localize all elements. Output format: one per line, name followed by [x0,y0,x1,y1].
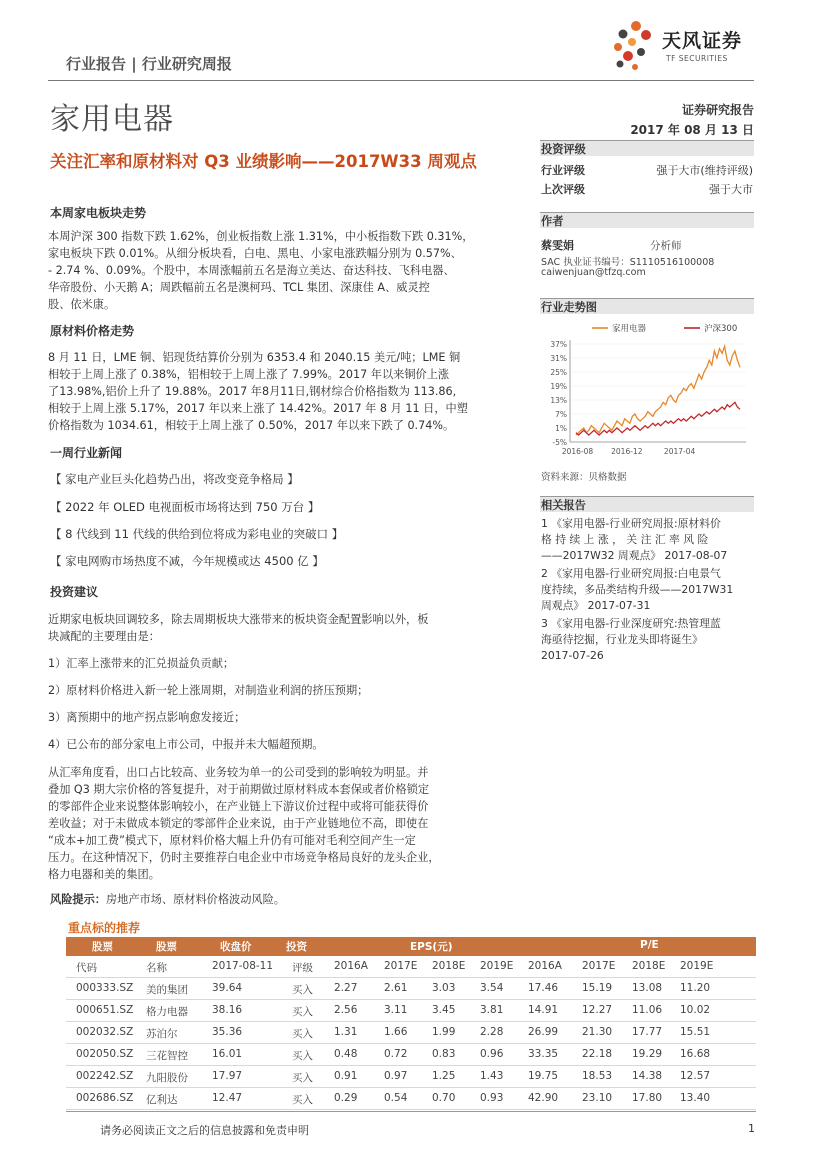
table-cell: 13.40 [680,1092,711,1104]
section-heading: 本周家电板块走势 [50,206,147,220]
related-line: 格 持 续 上 涨 ， 关 注 汇 率 风 险 [541,533,709,546]
related-line: 3 《家用电器-行业深度研究:热管理蓝 [541,617,721,630]
report-headline: 关注汇率和原材料对 Q3 业绩影响——2017W33 周观点 [50,152,477,171]
news-item[interactable]: 【 8 代线到 11 代线的供给到位将成为彩电业的突破口 】 [50,527,344,541]
related-line: 2 《家用电器-行业研究周报:白电景气 [541,567,721,580]
page-number: 1 [748,1122,755,1135]
table-cell: 21.30 [582,1026,613,1038]
table-cell: 002242.SZ [76,1070,134,1082]
table-cell: 0.70 [432,1092,456,1104]
footer-disclaimer: 请务必阅读正文之后的信息披露和免责申明 [100,1124,309,1137]
reason-item: 3）离预期中的地产拐点影响愈发接近； [48,711,246,724]
table-cell: 12.47 [212,1092,243,1104]
table-cell: 三花智控 [146,1050,188,1062]
news-item[interactable]: 【 家电网购市场热度不减，今年规模或达 4500 亿 】 [50,554,324,568]
text-line: 压力。在这种情况下，仍时主要推荐白电企业中市场竞争格局良好的龙头企业， [48,851,440,864]
risk-note [50,891,285,907]
logo-mark-icon [608,18,664,74]
report-category: 行业报告 | 行业研究周报 [66,55,232,73]
table-cell: 38.16 [212,1004,243,1016]
risk-text: 房地产市场、原材料价格波动风险。 [105,893,285,906]
logo-text: 天风证券 [662,30,743,52]
table-cell: 23.10 [582,1092,613,1104]
reason-item: 4）已公布的部分家电上市公司，中报并未大幅超预期。 [48,738,324,751]
related-line: 2017-07-26 [541,649,604,662]
y-tick-label: 25% [550,368,567,377]
table-cell: 2.61 [384,982,408,994]
table-cell: 代码 [76,962,97,974]
y-tick-label: -5% [552,438,567,447]
table-cell: 2018E [632,960,666,972]
author-email[interactable]: caiwenjuan@tfzq.com [541,267,646,278]
table-subheader [66,957,756,978]
rating-value: 强于大市 [709,183,753,196]
table-cell: 16.68 [680,1048,711,1060]
materials-summary [48,349,523,434]
text-line: 股、依米康。 [48,298,116,311]
related-line: 1 《家用电器-行业研究周报:原材料价 [541,517,721,530]
author-title: 分析师 [650,240,682,252]
y-tick-label: 31% [550,354,567,363]
rating-row [541,162,753,178]
col-header: 股票 [156,941,177,953]
y-tick-label: 19% [550,382,567,391]
investment-analysis [48,764,523,883]
table-cell: 10.02 [680,1004,711,1016]
table-cell: 14.91 [528,1004,559,1016]
rating-heading: 投资评级 [541,143,586,156]
table-cell: 格力电器 [146,1006,188,1018]
y-tick-label: 37% [550,340,567,349]
related-line: 海亟待挖掘，行业龙头即将诞生》 [541,633,703,646]
col-header: P/E [640,939,659,951]
table-cell: 0.54 [384,1092,408,1104]
table-cell: 2016A [528,960,562,972]
table-cell: 名称 [146,962,167,974]
rating-key: 上次评级 [541,183,585,196]
table-cell: 16.01 [212,1048,243,1060]
table-cell: 买入 [292,1094,313,1106]
table-row [66,1001,756,1022]
rating-key: 行业评级 [541,164,585,177]
table-cell: 17.97 [212,1070,243,1082]
table-cell: 苏泊尔 [146,1028,178,1040]
table-cell: 15.19 [582,982,613,994]
table-cell: 美的集团 [146,984,188,996]
reason-item: 1）汇率上涨带来的汇兑损益负贡献； [48,657,235,670]
text-line: 华帝股份、小天鹅 A；周跌幅前五名是澳柯玛、TCL 集团、深康佳 A、威灵控 [48,281,430,294]
table-cell: 11.20 [680,982,711,994]
section-heading: 投资建议 [50,585,99,599]
table-cell: 2017E [384,960,418,972]
table-row [66,1045,756,1066]
table-cell: 17.77 [632,1026,663,1038]
sector-title: 家用电器 [50,102,174,137]
risk-label: 风险提示： [50,893,106,906]
table-row [66,1089,756,1110]
table-cell: 亿利达 [146,1094,178,1106]
text-line: 8 月 11 日，LME 铜、铝现货结算价分别为 6353.4 和 2040.15 美元/吨；LME 铜 [48,351,461,364]
section-heading: 一周行业新闻 [50,446,123,460]
table-row [66,979,756,1000]
text-line: 本周沪深 300 指数下跌 1.62%，创业板指数上涨 1.31%，中小板指数下跌 0.31%， [48,230,474,243]
report-type: 证券研究报告 [681,103,754,117]
table-cell: 买入 [292,1072,313,1084]
legend-label: 沪深300 [704,324,738,334]
text-line: 价格指数为 1034.61，相较于上周上涨了 0.50%，2017 年以来下跌了 0.74%。 [48,419,455,432]
table-cell: 3.11 [384,1004,408,1016]
col-header: 股票 [92,941,113,953]
table-cell: 评级 [292,962,313,974]
text-line: 块减配的主要理由是： [48,630,160,643]
x-tick-label: 2016-08 [561,447,594,456]
table-cell: 42.90 [528,1092,559,1104]
author-band [540,213,754,228]
table-row [66,1023,756,1044]
legend-label: 家用电器 [612,324,647,334]
table-cell: 002686.SZ [76,1092,134,1104]
y-tick-label: 1% [555,424,567,433]
series-line [576,346,740,435]
chart-heading: 行业走势图 [541,301,597,314]
table-cell: 九阳股份 [146,1072,188,1084]
text-line: 差收益；对于未做成本锁定的零部件企业来说，由于产业链地位不高，即使在 [48,817,429,830]
news-item[interactable]: 【 家电产业巨头化趋势凸出，将改变竞争格局 】 [50,472,299,486]
table-cell: 买入 [292,984,313,996]
table-cell: 19.29 [632,1048,663,1060]
reason-item: 2）原材料价格进入新一轮上涨周期，对制造业利润的挤压预期； [48,684,369,697]
table-cell: 17.46 [528,982,559,994]
related-line: ——2017W32 周观点》 2017-08-07 [541,549,728,562]
table-cell: 2.28 [480,1026,504,1038]
related-report[interactable] [541,616,753,664]
logo-subtext: TF SECURITIES [666,54,728,63]
table-cell: 17.80 [632,1092,663,1104]
table-cell: 1.25 [432,1070,456,1082]
table-cell: 19.75 [528,1070,559,1082]
text-line: 的零部件企业来说整体影响较小，在产业链上下游议价过程中或将可能获得价 [48,800,429,813]
table-cell: 3.81 [480,1004,504,1016]
table-cell: 0.93 [480,1092,504,1104]
table-cell: 002032.SZ [76,1026,134,1038]
table-cell: 000333.SZ [76,982,134,994]
table-cell: 12.27 [582,1004,613,1016]
table-cell: 3.03 [432,982,456,994]
author-heading: 作者 [541,215,564,228]
text-line: 叠加 Q3 期大宗价格的答复提升，对于前期做过原材料成本套保或者价格锁定 [48,783,430,796]
section-heading: 原材料价格走势 [50,324,135,338]
table-header [66,937,756,956]
related-line: 度持续，多品类结构升级——2017W31 [541,583,734,596]
table-cell: 22.18 [582,1048,613,1060]
text-line: “成本+加工费”模式下，原材料价格大幅上升仍有可能对毛利空间产生一定 [48,834,416,847]
col-header: EPS(元) [410,941,453,953]
table-cell: 2017-08-11 [212,960,274,972]
text-line: 了13.98%,铝价上升了 19.88%。2017 年8月11日,钢材综合价格指数为 113.86, [48,385,457,398]
table-bottom-rule [66,1111,756,1112]
market-summary [48,228,523,313]
table-cell: 1.99 [432,1026,456,1038]
table-cell: 3.45 [432,1004,456,1016]
news-item[interactable]: 【 2022 年 OLED 电视面板市场将达到 750 万台 】 [50,500,320,514]
chart-source: 资料来源：贝格数据 [541,472,627,483]
investment-intro [48,611,523,645]
table-cell: 12.57 [680,1070,711,1082]
y-tick-label: 7% [555,410,567,419]
table-cell: 2018E [432,960,466,972]
table-cell: 15.51 [680,1026,711,1038]
table-cell: 买入 [292,1006,313,1018]
table-cell: 13.08 [632,982,663,994]
text-line: 从汇率角度看，出口占比较高、业务较为单一的公司受到的影响较为明显。并 [48,766,429,779]
table-cell: 2.56 [334,1004,358,1016]
col-header: 收盘价 [220,941,252,953]
table-cell: 000651.SZ [76,1004,134,1016]
table-cell: 0.72 [384,1048,408,1060]
table-cell: 18.53 [582,1070,613,1082]
text-line: 相较于上周上涨 5.17%，2017 年以来上涨了 14.42%。2017 年 8 月 11 日，中塑 [48,402,468,415]
table-cell: 2.27 [334,982,358,994]
related-line: 周观点》 2017-07-31 [541,599,651,612]
col-header: 投资 [286,941,307,953]
table-cell: 1.43 [480,1070,504,1082]
table-cell: 1.66 [384,1026,408,1038]
industry-trend-chart [540,318,756,464]
related-report[interactable] [541,516,753,564]
rating-row [541,181,753,197]
table-cell: 35.36 [212,1026,243,1038]
table-title: 重点标的推荐 [68,921,141,935]
table-cell: 2019E [480,960,514,972]
table-cell: 0.91 [334,1070,358,1082]
text-line: 格力电器和美的集团。 [48,868,160,881]
text-line: 近期家电板块回调较多，除去周期板块大涨带来的板块资金配置影响以外，板 [48,613,429,626]
table-cell: 0.29 [334,1092,358,1104]
y-tick-label: 13% [550,396,567,405]
text-line: 相较于上周上涨了 0.38%，铝相较于上周上涨了 7.99%。2017 年以来铜价上涨 [48,368,450,381]
related-heading: 相关报告 [541,499,586,512]
related-report[interactable] [541,566,753,614]
table-cell: 0.97 [384,1070,408,1082]
table-row [66,1067,756,1088]
table-cell: 买入 [292,1028,313,1040]
text-line: 家电板块下跌 0.01%。从细分板块看，白电、黑电、小家电涨跌幅分别为 0.57%、 [48,247,462,260]
table-cell: 0.96 [480,1048,504,1060]
table-cell: 26.99 [528,1026,559,1038]
x-tick-label: 2017-04 [663,447,696,456]
rating-value: 强于大市(维持评级) [656,164,753,177]
table-cell: 买入 [292,1050,313,1062]
table-cell: 14.38 [632,1070,663,1082]
author-certificate: SAC 执业证书编号：S1110516100008 [541,257,715,268]
table-cell: 1.31 [334,1026,358,1038]
table-cell: 002050.SZ [76,1048,134,1060]
table-cell: 2017E [582,960,616,972]
table-cell: 0.83 [432,1048,456,1060]
table-cell: 11.06 [632,1004,663,1016]
x-tick-label: 2016-12 [611,447,643,456]
author-name: 蔡雯娟 [541,239,574,252]
table-cell: 39.64 [212,982,243,994]
header-divider [48,80,754,81]
table-cell: 0.48 [334,1048,358,1060]
table-cell: 2016A [334,960,368,972]
table-cell: 2019E [680,960,714,972]
report-date: 2017 年 08 月 13 日 [630,123,754,137]
table-cell: 33.35 [528,1048,559,1060]
table-cell: 3.54 [480,982,504,994]
text-line: - 2.74 %、0.09%。个股中，本周涨幅前五名是海立美达、奋达科技、飞科电器、 [48,264,455,277]
